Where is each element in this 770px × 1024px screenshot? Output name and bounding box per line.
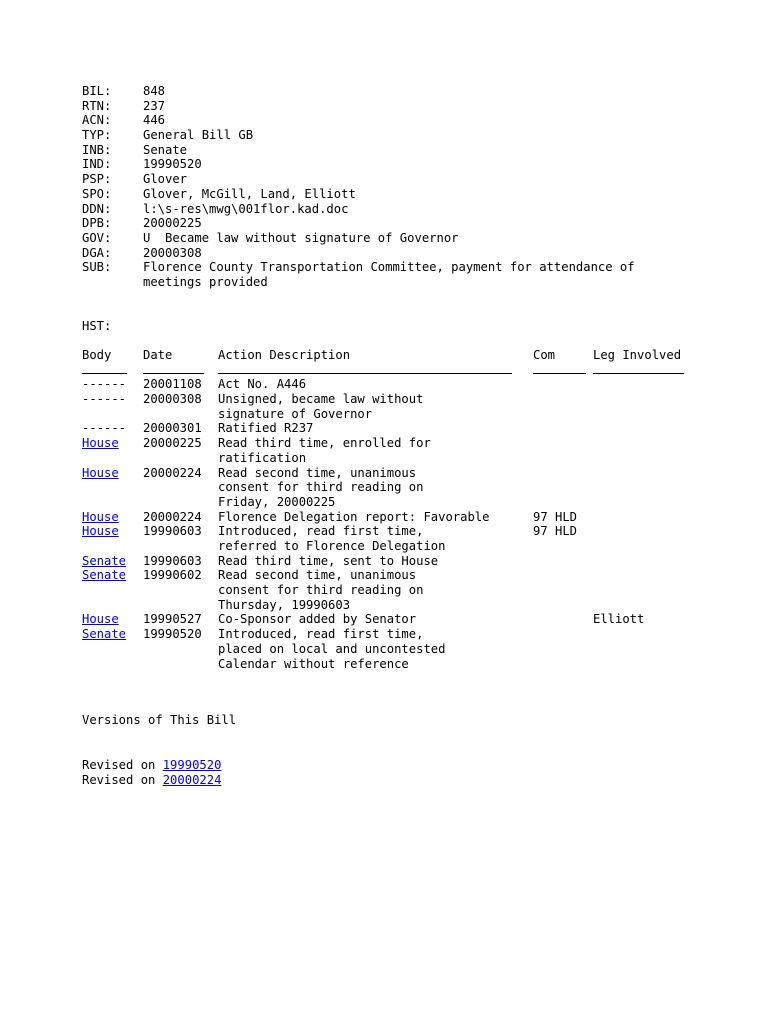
- history-action: [218, 421, 313, 436]
- field-row-bil: [82, 84, 742, 99]
- field-key: PSP:: [82, 172, 112, 187]
- history-action: [218, 392, 423, 421]
- field-key: IND:: [82, 157, 112, 172]
- history-row: [82, 377, 742, 392]
- history-date: 19990603: [143, 553, 202, 568]
- action-line: signature of Governor: [218, 406, 373, 421]
- field-value: 20000308: [143, 245, 202, 260]
- history-date: 19990520: [143, 627, 202, 642]
- body-link-senate[interactable]: Senate: [82, 568, 127, 583]
- history-date: 20001108: [143, 377, 202, 392]
- header-com: Com: [533, 348, 556, 362]
- history-header-row: [82, 348, 742, 363]
- header-body: Body: [82, 348, 112, 362]
- field-row-inb: [82, 143, 742, 158]
- history-action: [218, 568, 423, 612]
- body-link-house[interactable]: House: [82, 436, 119, 451]
- history-action: [218, 627, 445, 671]
- history-action: [218, 554, 438, 569]
- action-line: Florence Delegation report: Favorable: [218, 509, 490, 524]
- field-key: GOV:: [82, 230, 112, 245]
- history-rows: [82, 377, 742, 671]
- field-value: U Became law without signature of Governor: [143, 230, 459, 245]
- underline-body: [82, 373, 127, 374]
- field-row-psp: [82, 172, 742, 187]
- history-label: HST:: [82, 319, 112, 333]
- field-key: RTN:: [82, 98, 112, 113]
- body-placeholder: ------: [82, 377, 127, 392]
- field-key: DDN:: [82, 201, 112, 216]
- underline-date: [143, 373, 204, 374]
- field-row-dga: [82, 246, 742, 261]
- field-row-gov: [82, 231, 742, 246]
- field-key: SPO:: [82, 186, 112, 201]
- revised-version-link[interactable]: 19990520: [162, 758, 222, 772]
- field-key: DPB:: [82, 216, 112, 231]
- revised-row: [82, 773, 221, 788]
- history-com: 97 HLD: [533, 509, 578, 524]
- action-line: Introduced, read first time,: [218, 524, 424, 539]
- field-key: BIL:: [82, 84, 112, 98]
- action-line: ratification: [218, 450, 307, 465]
- history-date: 20000308: [143, 392, 202, 407]
- history-action: [218, 524, 445, 553]
- history-table: [82, 348, 742, 671]
- action-line: Thursday, 19990603: [218, 597, 351, 612]
- history-row: [82, 524, 742, 553]
- underline-leg: [593, 373, 684, 374]
- action-line: Read third time, sent to House: [218, 553, 439, 568]
- field-key: INB:: [82, 142, 112, 157]
- field-row-acn: [82, 113, 742, 128]
- history-row: [82, 466, 742, 510]
- bill-fields: [82, 84, 742, 290]
- field-value: 848: [143, 84, 166, 98]
- body-link-house[interactable]: House: [82, 612, 119, 627]
- header-action: Action Description: [218, 348, 351, 362]
- field-row-dpb: [82, 216, 742, 231]
- revised-version-link[interactable]: 20000224: [162, 772, 222, 787]
- revised-prefix: Revised on: [82, 772, 163, 787]
- history-action: [218, 510, 490, 525]
- action-line: Introduced, read first time,: [218, 627, 424, 642]
- header-underlines: [82, 363, 742, 378]
- field-value: 19990520: [143, 157, 202, 172]
- underline-action: [218, 373, 512, 374]
- history-date: 19990602: [143, 568, 202, 583]
- field-row-sub: [82, 260, 742, 289]
- history-row: [82, 436, 742, 465]
- field-key: SUB:: [82, 260, 112, 275]
- history-action: [218, 436, 431, 465]
- history-row: [82, 612, 742, 627]
- history-date: 20000224: [143, 465, 202, 480]
- underline-com: [533, 373, 586, 374]
- field-row-ddn: [82, 202, 742, 217]
- field-value: General Bill GB: [143, 128, 254, 143]
- field-key: ACN:: [82, 113, 112, 128]
- header-leg: Leg Involved: [593, 348, 682, 362]
- history-row: [82, 392, 742, 421]
- history-row: [82, 421, 742, 436]
- action-line: Friday, 20000225: [218, 494, 336, 509]
- action-line: Co-Sponsor added by Senator: [218, 612, 417, 627]
- body-link-house[interactable]: House: [82, 509, 119, 524]
- history-action: [218, 377, 306, 392]
- history-date: 20000224: [143, 509, 202, 524]
- body-link-house[interactable]: House: [82, 524, 119, 539]
- revised-row: [82, 758, 221, 773]
- action-line: placed on local and uncontested: [218, 641, 446, 656]
- history-row: [82, 554, 742, 569]
- field-value: 446: [143, 113, 166, 128]
- action-line: consent for third reading on: [218, 583, 424, 598]
- history-action: [218, 612, 416, 627]
- revised-prefix: Revised on: [82, 758, 163, 772]
- field-key: DGA:: [82, 245, 112, 260]
- body-link-senate[interactable]: Senate: [82, 553, 127, 568]
- body-link-senate[interactable]: Senate: [82, 627, 127, 642]
- history-row: [82, 568, 742, 612]
- history-row: [82, 627, 742, 671]
- body-placeholder: ------: [82, 392, 127, 407]
- field-value: Glover: [143, 172, 188, 187]
- field-value: Glover, McGill, Land, Elliott: [143, 186, 356, 201]
- versions-title: Versions of This Bill: [82, 713, 237, 727]
- field-row-typ: [82, 128, 742, 143]
- field-value: Senate: [143, 142, 188, 157]
- versions-list: [82, 758, 221, 787]
- history-com: 97 HLD: [533, 524, 578, 539]
- field-value-continuation: meetings provided: [143, 274, 268, 289]
- action-line: referred to Florence Delegation: [218, 539, 446, 554]
- history-row: [82, 510, 742, 525]
- field-row-spo: [82, 187, 742, 202]
- history-date: 20000301: [143, 421, 202, 436]
- action-line: Calendar without reference: [218, 656, 409, 671]
- history-action: [218, 466, 423, 510]
- history-date: 20000225: [143, 436, 202, 451]
- action-line: Ratified R237: [218, 421, 314, 436]
- action-line: consent for third reading on: [218, 480, 424, 495]
- body-placeholder: ------: [82, 421, 127, 436]
- action-line: Unsigned, became law without: [218, 392, 424, 407]
- field-value: 20000225: [143, 216, 202, 231]
- action-line: Read second time, unanimous: [218, 465, 417, 480]
- action-line: Act No. A446: [218, 377, 307, 392]
- field-key: TYP:: [82, 128, 112, 143]
- action-line: Read third time, enrolled for: [218, 436, 431, 451]
- history-date: 19990527: [143, 612, 202, 627]
- action-line: Read second time, unanimous: [218, 568, 417, 583]
- field-row-ind: [82, 157, 742, 172]
- history-date: 19990603: [143, 524, 202, 539]
- header-date: Date: [143, 348, 173, 362]
- history-leg: Elliott: [593, 612, 645, 627]
- body-link-house[interactable]: House: [82, 465, 119, 480]
- field-row-rtn: [82, 99, 742, 114]
- bill-document: [82, 84, 742, 787]
- field-value: l:\s-res\mwg\001flor.kad.doc: [143, 201, 349, 216]
- field-value: 237: [143, 98, 166, 113]
- field-value: Florence County Transportation Committee, payment for attendance of: [143, 260, 635, 275]
